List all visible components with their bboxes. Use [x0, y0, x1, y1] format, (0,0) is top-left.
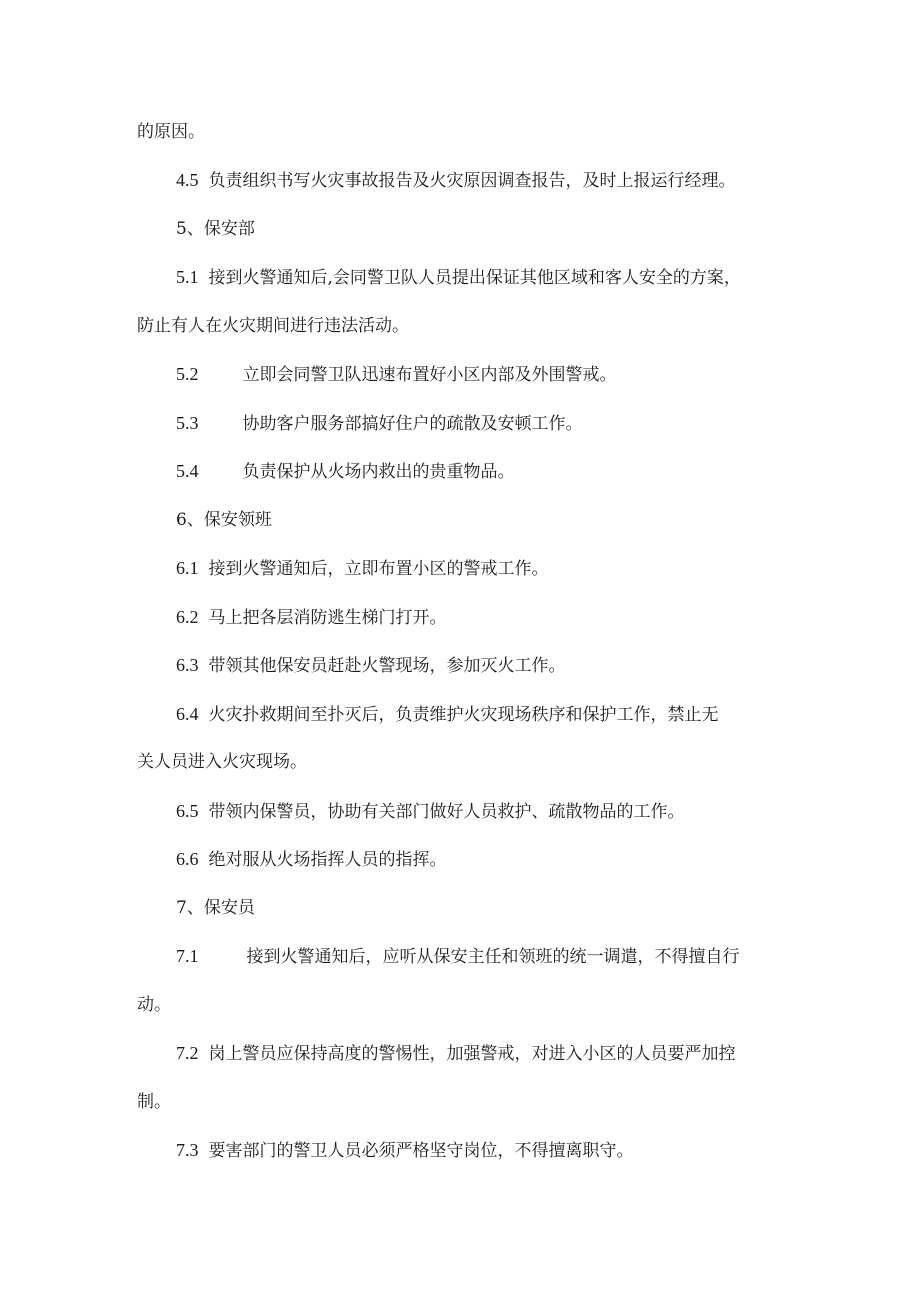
- paragraph-continuation: [137, 120, 205, 144]
- paragraph-5-2: [176, 362, 617, 387]
- clause-number: 5.2: [176, 364, 199, 384]
- clause-number: 6.5: [176, 801, 199, 821]
- paragraph-text: 立即会同警卫队迅速布置好小区内部及外围警戒。: [242, 365, 617, 385]
- paragraph-7-3: [176, 1138, 634, 1163]
- clause-number: 6.4: [176, 704, 199, 724]
- paragraph-6-4: [176, 702, 719, 727]
- clause-number: 5.4: [176, 461, 199, 481]
- clause-number: 7.1: [176, 946, 199, 966]
- paragraph-text: 要害部门的警卫人员必须严格坚守岗位，不得擅离职守。: [208, 1141, 634, 1161]
- paragraph-5-3: [176, 411, 583, 436]
- paragraph-6-4-continuation: [137, 750, 307, 774]
- paragraph-text: 岗上警员应保持高度的警惕性，加强警戒，对进入小区的人员要严加控: [208, 1044, 736, 1064]
- clause-number: 6.6: [176, 849, 199, 869]
- paragraph-7-1: [176, 944, 740, 969]
- paragraph-text: 接到火警通知后，应听从保安主任和领班的统一调遣，不得擅自行: [246, 947, 740, 967]
- clause-number: 7.3: [176, 1140, 199, 1160]
- clause-number: 6.3: [176, 655, 199, 675]
- paragraph-text: 接到火警通知后，立即布置小区的警戒工作。: [208, 559, 549, 579]
- section-heading-text: 7、保安员: [176, 898, 255, 918]
- paragraph-text: 动。: [137, 995, 171, 1015]
- clause-number: 5.1: [176, 267, 199, 287]
- paragraph-text: 火灾扑救期间至扑灭后，负责维护火灾现场秩序和保护工作，禁止无: [208, 705, 719, 725]
- section-heading-text: 6、保安领班: [176, 510, 272, 530]
- paragraph-text: 带领其他保安员赶赴火警现场，参加灭火工作。: [208, 656, 566, 676]
- clause-number: 6.2: [176, 607, 199, 627]
- paragraph-text: 协助客户服务部搞好住户的疏散及安顿工作。: [242, 414, 583, 434]
- paragraph-7-2-continuation: [137, 1090, 171, 1114]
- section-heading-6: [176, 508, 272, 532]
- paragraph-5-1: [176, 265, 741, 290]
- paragraph-text: 制。: [137, 1092, 171, 1112]
- section-heading-5: [176, 217, 255, 241]
- paragraph-5-1-continuation: [137, 314, 409, 338]
- paragraph-text: 接到火警通知后,会同警卫队人员提出保证其他区域和客人安全的方案，: [208, 268, 741, 288]
- clause-number: 5.3: [176, 413, 199, 433]
- paragraph-text: 绝对服从火场指挥人员的指挥。: [208, 850, 447, 870]
- paragraph-text: 负责保护从火场内救出的贵重物品。: [242, 462, 515, 482]
- paragraph-7-2: [176, 1041, 736, 1066]
- paragraph-text: 的原因。: [137, 122, 205, 142]
- paragraph-6-3: [176, 653, 566, 678]
- section-heading-text: 5、保安部: [176, 219, 255, 239]
- clause-number: 7.2: [176, 1043, 199, 1063]
- paragraph-6-1: [176, 556, 549, 581]
- paragraph-4-5: [176, 168, 736, 193]
- paragraph-5-4: [176, 459, 515, 484]
- clause-number: 6.1: [176, 558, 199, 578]
- paragraph-6-5: [176, 799, 685, 824]
- paragraph-text: 带领内保警员，协助有关部门做好人员救护、疏散物品的工作。: [208, 802, 685, 822]
- paragraph-text: 防止有人在火灾期间进行违法活动。: [137, 316, 409, 336]
- paragraph-text: 负责组织书写火灾事故报告及火灾原因调查报告，及时上报运行经理。: [208, 171, 736, 191]
- paragraph-text: 马上把各层消防逃生梯门打开。: [208, 608, 447, 628]
- paragraph-6-6: [176, 847, 447, 872]
- clause-number: 4.5: [176, 170, 199, 190]
- paragraph-text: 关人员进入火灾现场。: [137, 752, 307, 772]
- section-heading-7: [176, 896, 255, 920]
- paragraph-6-2: [176, 605, 447, 630]
- paragraph-7-1-continuation: [137, 993, 171, 1017]
